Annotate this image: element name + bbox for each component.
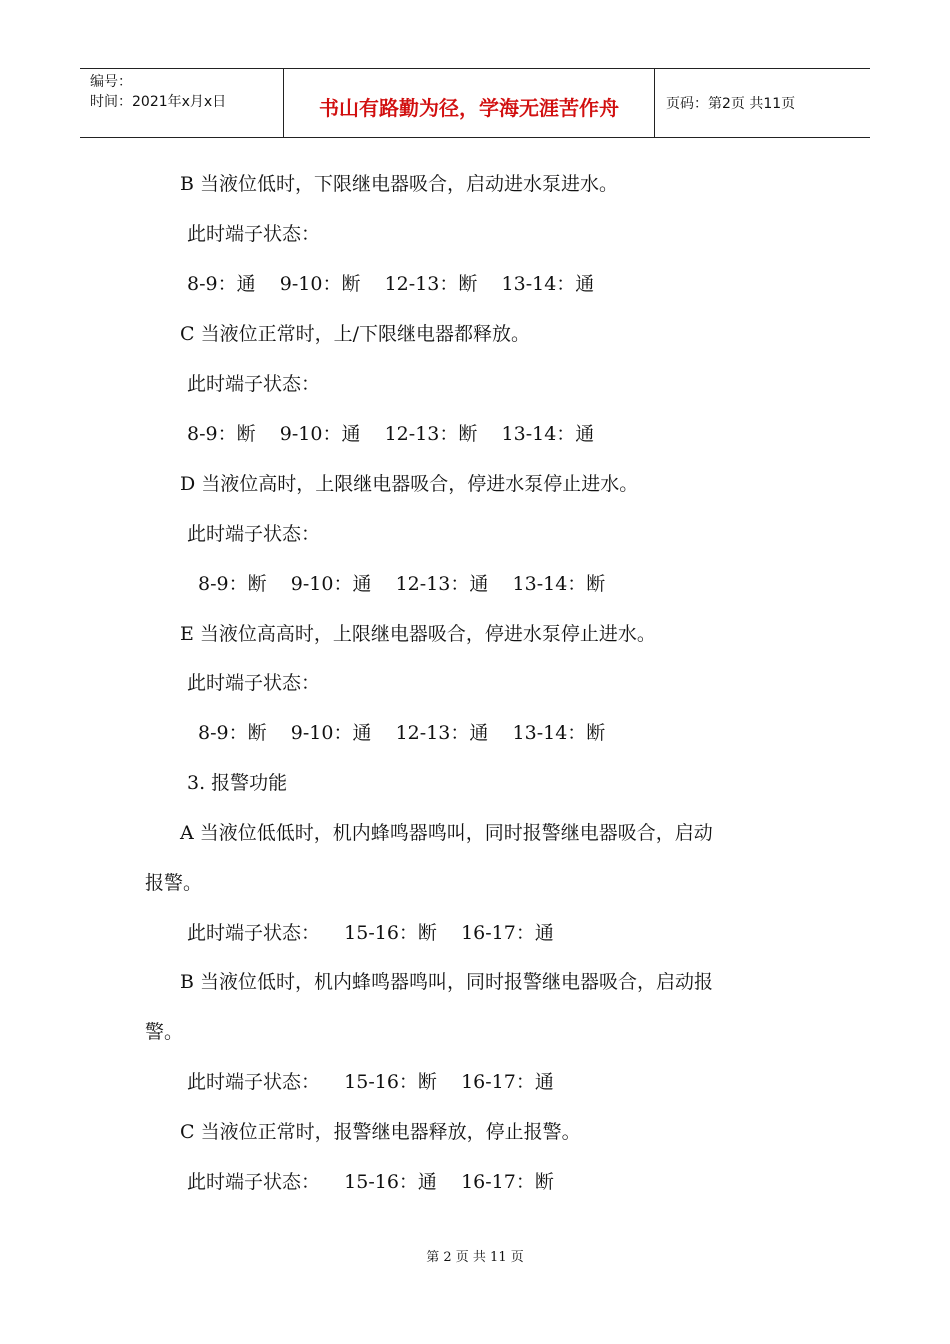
paragraph-line: 此时端子状态： 15-16：通 16-17：断 [187,1171,554,1193]
paragraph-line: B 当液位低时，下限继电器吸合，启动进水泵进水。 [180,173,619,195]
paragraph-line: 此时端子状态： 15-16：断 16-17：通 [187,922,554,944]
paragraph-line: 此时端子状态： [187,672,321,694]
paragraph-line: A 当液位低低时，机内蜂鸣器鸣叫，同时报警继电器吸合，启动 [180,822,713,844]
number-label: 编号： [90,74,132,90]
paragraph-line: B 当液位低时，机内蜂鸣器鸣叫，同时报警继电器吸合，启动报 [180,971,714,993]
page-info: 页码：第2页 共11页 [666,96,796,112]
header-motto-cell [284,69,655,137]
paragraph-line: E 当液位高高时，上限继电器吸合，停进水泵停止进水。 [180,623,656,645]
paragraph-line: 此时端子状态： [187,523,321,545]
paragraph-line: 此时端子状态： [187,373,321,395]
paragraph-line: 警。 [145,1021,184,1043]
page-footer: 第 2 页 共 11 页 [426,1250,524,1265]
paragraph-line: 此时端子状态： 15-16：断 16-17：通 [187,1071,554,1093]
paragraph-line: C 当液位正常时，上/下限继电器都释放。 [180,323,530,345]
paragraph-line: 8-9：断 9-10：通 12-13：通 13-14：断 [198,573,606,595]
section-heading: 3. 报警功能 [187,772,288,794]
paragraph-line: 8-9：断 9-10：通 12-13：通 13-14：断 [198,722,606,744]
paragraph-line: 8-9：通 9-10：断 12-13：断 13-14：通 [187,273,595,295]
paragraph-line: C 当液位正常时，报警继电器释放，停止报警。 [180,1121,581,1143]
time-label: 时间：2021年x月x日 [90,94,227,110]
paragraph-line: 此时端子状态： [187,223,321,245]
page-header [80,68,870,138]
paragraph-line: D 当液位高时，上限继电器吸合，停进水泵停止进水。 [180,473,639,495]
motto-text: 书山有路勤为径，学海无涯苦作舟 [319,96,619,120]
paragraph-line: 8-9：断 9-10：通 12-13：断 13-14：通 [187,423,595,445]
paragraph-line: 报警。 [145,872,203,894]
header-meta-cell [80,69,284,137]
